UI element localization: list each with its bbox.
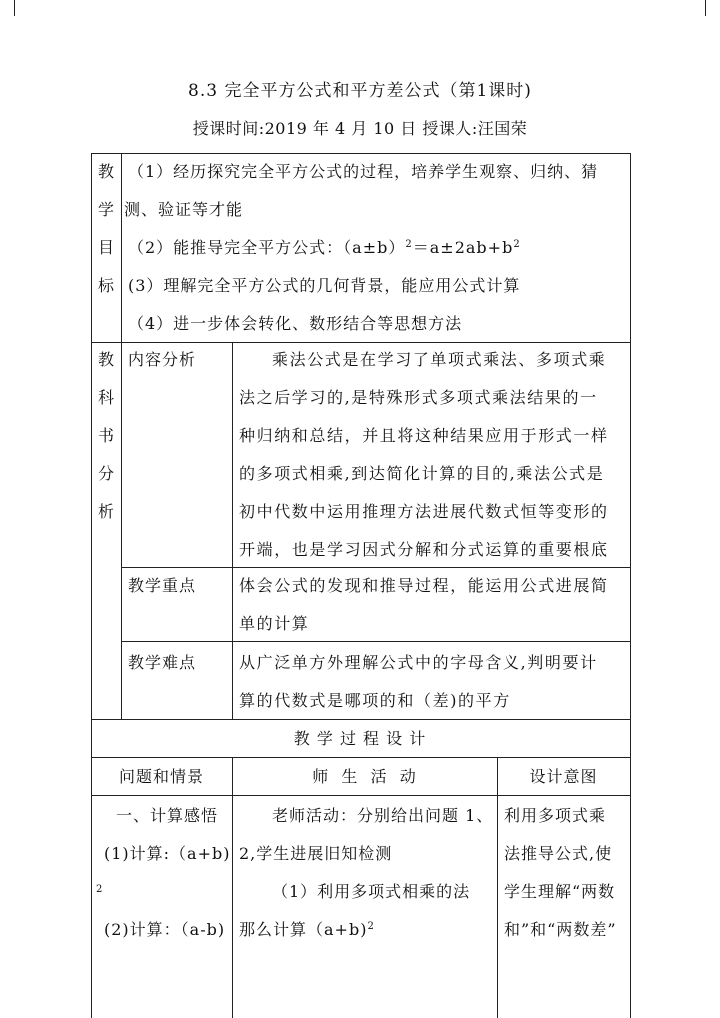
content-analysis-line: 法之后学习的,是特殊形式多项式乘法结果的一 — [239, 388, 598, 407]
key-points-label: 教学重点 — [128, 576, 197, 595]
table-border — [121, 342, 122, 719]
activity-line: 那么计算（a+b)$^2$ — [239, 920, 375, 939]
analysis-label-char: 书 — [98, 426, 115, 445]
question-line: (2)计算：（a-b) — [104, 920, 226, 939]
table-border-top — [91, 153, 630, 154]
objectives-label-char: 教 — [98, 162, 115, 181]
objective-item-1-line-2: 测、验证等才能 — [124, 200, 244, 219]
table-border — [232, 757, 233, 1018]
question-exponent: 2 — [96, 884, 104, 895]
table-border-left — [91, 153, 92, 1018]
table-border — [91, 342, 630, 343]
table-border-right — [630, 153, 631, 1018]
content-analysis-line: 种归纳和总结，并且将这种结果应用于形式一样 — [239, 426, 609, 445]
table-border — [232, 342, 233, 719]
process-header: 教 学 过 程 设 计 — [293, 729, 427, 748]
analysis-label-char: 析 — [98, 502, 115, 521]
intent-line: 和”和“两数差” — [504, 920, 617, 939]
document-title: 8.3 完全平方公式和平方差公式（第1课时) — [188, 81, 532, 101]
difficult-points-line: 算的代数式是哪项的和（差)的平方 — [239, 691, 511, 710]
analysis-label-char: 教 — [98, 350, 115, 369]
content-analysis-label: 内容分析 — [128, 350, 197, 369]
analysis-label-char: 科 — [98, 388, 115, 407]
objectives-label-char: 标 — [98, 276, 115, 295]
table-border — [91, 795, 630, 796]
objectives-label-char: 目 — [98, 238, 115, 257]
objective-item-3: (3）理解完全平方公式的几何背景，能应用公式计算 — [128, 276, 521, 295]
intent-line: 法推导公式,使 — [504, 844, 613, 863]
table-border — [121, 153, 122, 342]
column-header-questions: 问题和情景 — [118, 767, 204, 786]
objective-item-4: （4）进一步体会转化、数形结合等思想方法 — [128, 314, 463, 333]
table-border — [497, 757, 498, 1018]
difficult-points-line: 从广泛单方外理解公式中的字母含义,判明要计 — [239, 653, 598, 672]
column-header-activities: 师 生 活 动 — [312, 767, 417, 786]
content-analysis-line: 初中代数中运用推理方法进展代数式恒等变形的 — [239, 502, 609, 521]
activity-line: 2,学生进展旧知检测 — [239, 844, 393, 863]
activity-line: （1）利用多项式相乘的法 — [272, 882, 471, 901]
key-points-line: 体会公式的发现和推导过程，能运用公式进展简 — [239, 576, 609, 595]
table-border — [121, 641, 630, 642]
content-analysis-line: 开端，也是学习因式分解和分式运算的重要根底 — [239, 540, 609, 559]
content-analysis-line: 的多项式相乘,到达简化计算的目的,乘法公式是 — [239, 464, 605, 483]
objective-item-1-line-1: （1）经历探究完全平方公式的过程，培养学生观察、归纳、猜 — [128, 162, 599, 181]
column-header-intent: 设计意图 — [529, 767, 598, 786]
analysis-label-char: 分 — [98, 464, 115, 483]
table-border — [91, 757, 630, 758]
content-analysis-line: 乘法公式是在学习了单项式乘法、多项式乘 — [272, 350, 607, 369]
difficult-points-label: 教学难点 — [128, 653, 197, 672]
objectives-label-char: 学 — [98, 200, 115, 219]
question-line: (1)计算:（a+b) — [104, 844, 231, 863]
activity-line: 老师活动：分别给出问题 1、 — [272, 806, 494, 825]
page-edge-right — [705, 0, 706, 16]
intent-line: 利用多项式乘 — [504, 806, 607, 825]
key-points-line: 单的计算 — [239, 614, 310, 633]
document-subtitle: 授课时间:2019 年 4 月 10 日 授课人:汪国荣 — [192, 119, 528, 138]
objective-item-2: （2）能推导完全平方公式：$(a\pm b)^2=a\pm 2ab+b^2$ — [128, 238, 521, 257]
question-line: 一、计算感悟 — [116, 806, 219, 825]
table-border — [91, 719, 630, 720]
table-border — [121, 567, 630, 568]
page-edge-left — [14, 0, 15, 16]
intent-line: 学生理解“两数 — [504, 882, 616, 901]
